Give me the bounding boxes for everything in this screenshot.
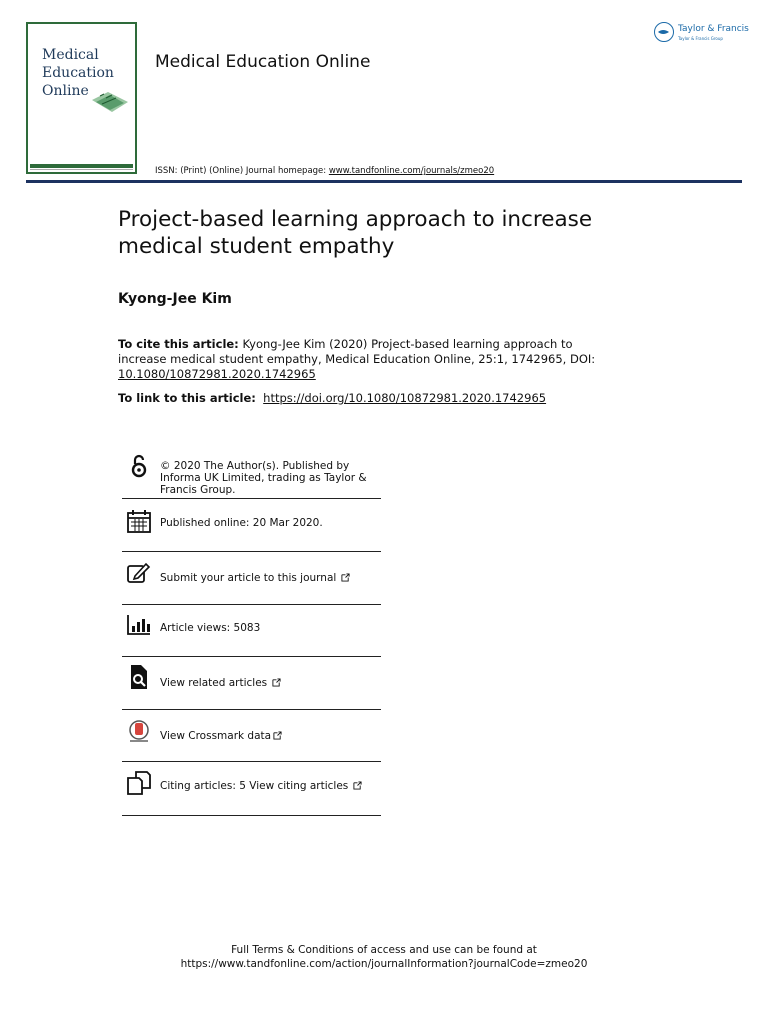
meta-item-views: Article views: 5083 — [122, 605, 381, 657]
open-access-icon — [126, 453, 152, 479]
external-link-icon — [353, 781, 362, 790]
footer-terms — [0, 943, 768, 971]
bar-chart-icon — [126, 611, 152, 637]
publisher-logo-name: Taylor & Francis — [678, 24, 749, 34]
cover-band — [30, 164, 133, 168]
article-link-line — [118, 391, 546, 405]
journal-cover — [26, 22, 137, 174]
link-label: To link to this article: — [118, 391, 256, 405]
meta-item-submit[interactable]: Submit your article to this journal — [122, 552, 381, 605]
meta-item-license: © 2020 The Author(s). Published by Informa UK Limited, trading as Taylor & Francis Group. — [122, 447, 381, 499]
journal-homepage-link[interactable]: www.tandfonline.com/journals/zmeo20 — [328, 166, 495, 176]
calendar-icon — [126, 508, 152, 534]
cite-text: Kyong-Jee Kim (2020) Project-based learning approach to increase medical student empathy, Medical Education Online, 25:1, 1742965, DOI: — [118, 337, 596, 366]
meta-item-citing[interactable]: Citing articles: 5 View citing articles — [122, 762, 381, 816]
article-author: Kyong-Jee Kim — [118, 291, 232, 307]
citing-articles-icon — [126, 770, 152, 796]
edit-icon — [126, 560, 152, 586]
citation — [118, 337, 598, 382]
meta-item-crossmark[interactable]: View Crossmark data — [122, 710, 381, 762]
journal-name: Medical Education Online — [155, 52, 371, 72]
article-doi-link[interactable]: https://doi.org/10.1080/10872981.2020.1742965 — [263, 391, 547, 405]
search-document-icon — [126, 664, 152, 690]
article-title: Project-based learning approach to increase medical student empathy — [118, 207, 593, 259]
article-meta-list — [122, 447, 381, 816]
footer-line-1: Full Terms & Conditions of access and use can be found at — [231, 944, 537, 956]
cover-graphic-icon — [90, 86, 130, 116]
cite-label: To cite this article: — [118, 337, 239, 351]
header-rule — [26, 180, 742, 183]
taylor-francis-logo-icon — [654, 22, 674, 42]
meta-item-published: Published online: 20 Mar 2020. — [122, 499, 381, 552]
publisher-logo[interactable] — [654, 22, 749, 46]
footer-terms-link[interactable]: https://www.tandfonline.com/action/journalInformation?journalCode=zmeo20 — [180, 958, 588, 970]
crossmark-icon — [126, 719, 152, 745]
issn-line: ISSN: (Print) (Online) Journal homepage: www.tandfonline.com/journals/zmeo20 — [155, 166, 495, 176]
external-link-icon — [341, 573, 350, 582]
cover-title: Medical Education Online — [42, 47, 114, 99]
external-link-icon — [272, 678, 281, 687]
publisher-logo-subtitle: Taylor & Francis Group — [678, 36, 723, 41]
cite-doi-link[interactable]: 10.1080/10872981.2020.1742965 — [118, 367, 316, 381]
external-link-icon — [273, 731, 282, 740]
meta-item-related[interactable]: View related articles — [122, 657, 381, 710]
